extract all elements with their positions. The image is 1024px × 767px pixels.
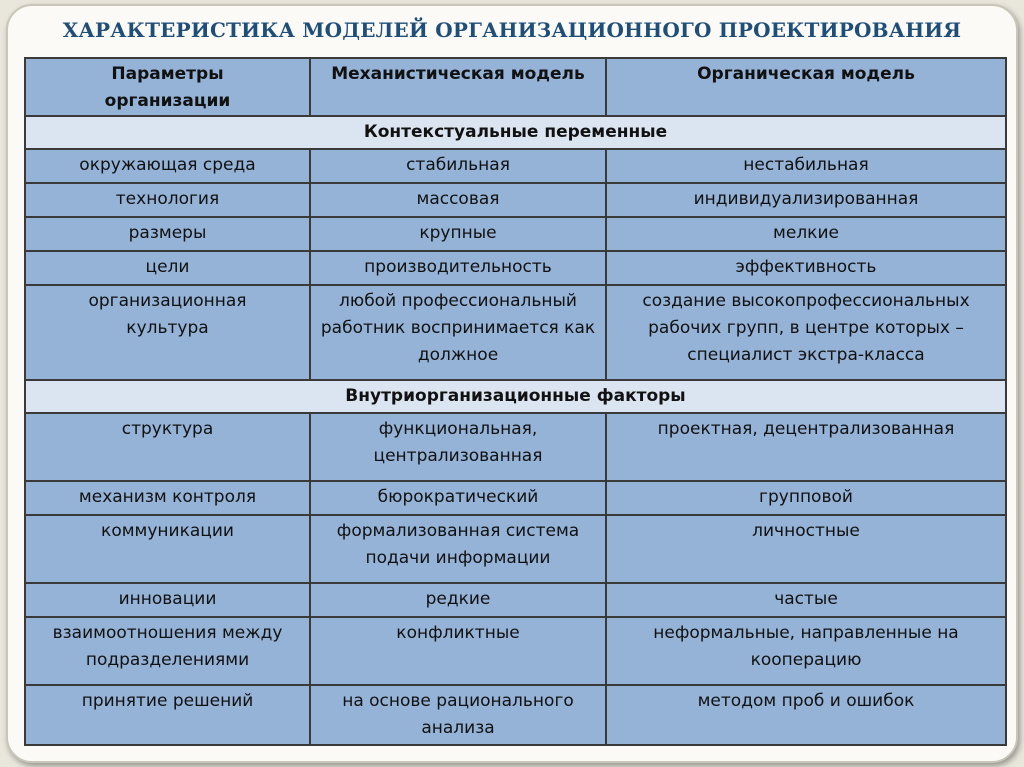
- cell-organic: создание высокопрофессиональных рабочих групп, в центре которых – специалист экстра-класса: [606, 285, 1006, 380]
- cell-organic: личностные: [606, 515, 1006, 583]
- cell-parameter: технология: [25, 183, 310, 217]
- cell-mechanistic: бюрократический: [310, 481, 606, 515]
- section-row-context: [25, 116, 1006, 149]
- cell-organic: эффективность: [606, 251, 1006, 285]
- table-row: [25, 251, 1006, 285]
- header-parameters: Параметры организации: [25, 58, 310, 116]
- cell-parameter: цели: [25, 251, 310, 285]
- cell-mechanistic: массовая: [310, 183, 606, 217]
- cell-mechanistic: функциональная, централизованная: [310, 413, 606, 481]
- cell-parameter: механизм контроля: [25, 481, 310, 515]
- section-title: Контекстуальные переменные: [25, 116, 1006, 149]
- cell-mechanistic: на основе рационального анализа: [310, 685, 606, 745]
- cell-parameter: принятие решений: [25, 685, 310, 745]
- table-header-row: [25, 58, 1006, 116]
- header-organic: Органическая модель: [606, 58, 1006, 116]
- cell-organic: групповой: [606, 481, 1006, 515]
- table-row: [25, 685, 1006, 745]
- table-row: [25, 617, 1006, 685]
- cell-parameter: инновации: [25, 583, 310, 617]
- cell-organic: методом проб и ошибок: [606, 685, 1006, 745]
- cell-mechanistic: формализованная система подачи информации: [310, 515, 606, 583]
- cell-mechanistic: стабильная: [310, 149, 606, 183]
- table-row: [25, 481, 1006, 515]
- cell-mechanistic: редкие: [310, 583, 606, 617]
- cell-organic: проектная, децентрализованная: [606, 413, 1006, 481]
- cell-parameter: взаимоотношения между подразделениями: [25, 617, 310, 685]
- cell-parameter: структура: [25, 413, 310, 481]
- table-row: [25, 413, 1006, 481]
- cell-parameter: размеры: [25, 217, 310, 251]
- cell-parameter: организационная культура: [25, 285, 310, 380]
- cell-mechanistic: любой профессиональный работник воспринимается как должное: [310, 285, 606, 380]
- comparison-table: [24, 57, 1007, 746]
- table-row: [25, 183, 1006, 217]
- section-row-internal: [25, 380, 1006, 413]
- cell-organic: нестабильная: [606, 149, 1006, 183]
- cell-organic: мелкие: [606, 217, 1006, 251]
- table-row: [25, 217, 1006, 251]
- cell-parameter: коммуникации: [25, 515, 310, 583]
- table-row: [25, 149, 1006, 183]
- table-row: [25, 583, 1006, 617]
- header-mechanistic: Механистическая модель: [310, 58, 606, 116]
- cell-organic: индивидуализированная: [606, 183, 1006, 217]
- cell-mechanistic: производительность: [310, 251, 606, 285]
- cell-organic: неформальные, направленные на кооперацию: [606, 617, 1006, 685]
- cell-mechanistic: крупные: [310, 217, 606, 251]
- table-row: [25, 515, 1006, 583]
- page-title: ХАРАКТЕРИСТИКА МОДЕЛЕЙ ОРГАНИЗАЦИОННОГО ПРОЕКТИРОВАНИЯ: [62, 18, 962, 42]
- table-row: [25, 285, 1006, 380]
- cell-parameter: окружающая среда: [25, 149, 310, 183]
- cell-mechanistic: конфликтные: [310, 617, 606, 685]
- cell-organic: частые: [606, 583, 1006, 617]
- section-title: Внутриорганизационные факторы: [25, 380, 1006, 413]
